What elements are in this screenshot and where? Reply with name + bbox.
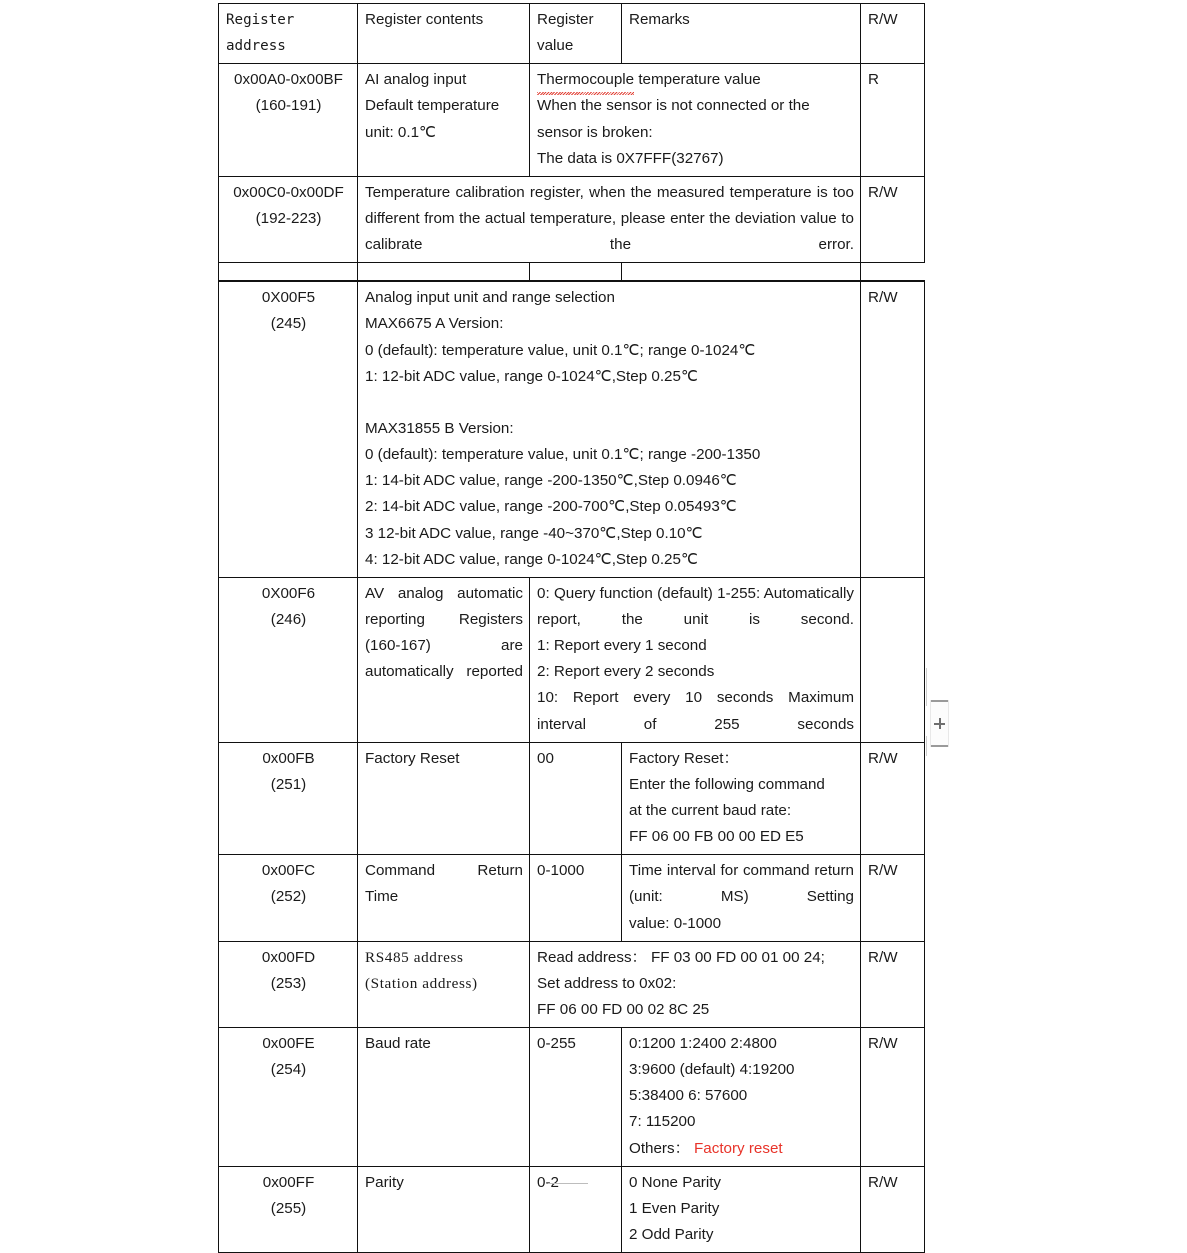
spacer-cell-value [530, 263, 622, 282]
cell-register-address [219, 1028, 358, 1167]
contents-line3: unit: 0.1℃ [365, 123, 437, 141]
cell-rw [861, 855, 925, 941]
remarks-line5-label: Others： [629, 1139, 694, 1157]
cell-register-address [219, 64, 358, 177]
cell-register-address [219, 281, 358, 577]
register-address-line1: 0x00C0-0x00DF [233, 183, 344, 201]
contents-text: Baud rate [365, 1035, 431, 1053]
f5-line-3: 1: 12-bit ADC value, range 0-1024℃,Step 0.25℃ [365, 367, 698, 385]
header-cell-register-value [530, 4, 622, 64]
rw-value: R/W [868, 289, 898, 307]
remarks-line1: Factory Reset： [629, 749, 739, 767]
spacer-cell-contents [358, 263, 530, 282]
cell-rw [861, 941, 925, 1027]
register-address-line1: 0X00F6 [261, 584, 316, 602]
header-rw-label: R/W [868, 11, 898, 28]
register-address-line2: (160-191) [255, 97, 322, 115]
rw-value: R/W [868, 183, 898, 201]
cell-register-contents [358, 577, 530, 742]
contents-text: Parity [365, 1173, 404, 1191]
cell-register-address [219, 941, 358, 1027]
table-row [219, 1028, 925, 1167]
remarks-line3: 2: Report every 2 seconds [537, 663, 715, 681]
remarks-line1: 0:1200 1:2400 2:4800 [629, 1035, 777, 1053]
register-map-table [218, 3, 925, 1253]
f5-line-4-blank [365, 390, 854, 416]
contents-line2: (Station address) [365, 974, 478, 992]
remarks-line3: 5:38400 6: 57600 [629, 1087, 748, 1105]
register-address-line1: 0x00FB [262, 749, 315, 767]
remarks-para: Time interval for command return (unit: MS) Setting [629, 862, 854, 906]
cell-register-value [530, 855, 622, 941]
remarks-line1: 0 None Parity [629, 1173, 722, 1191]
remarks-line3: sensor is broken: [537, 123, 653, 141]
cell-remarks [622, 1166, 861, 1252]
table-spacer-row [219, 263, 925, 282]
register-value: 0-255 [537, 1035, 576, 1053]
rw-value: R/W [868, 1035, 898, 1053]
f5-line-9: 3 12-bit ADC value, range -40~370℃,Step 0.10℃ [365, 524, 703, 542]
remarks-line3: at the current baud rate: [629, 801, 792, 819]
table-row [219, 1166, 925, 1252]
contents-line2: Time [365, 888, 399, 906]
spacer-cell-remarks [622, 263, 861, 282]
register-address-line2: (255) [270, 1199, 307, 1217]
spacer-cell-rw [861, 263, 925, 282]
header-cell-rw [861, 4, 925, 64]
register-address-line2: (254) [270, 1061, 307, 1079]
remarks-line1-rest: temperature value [634, 71, 761, 89]
cell-register-value [530, 1028, 622, 1167]
f5-line-6: 0 (default): temperature value, unit 0.1℃; range -200-1350 [365, 446, 761, 464]
register-value: 00 [537, 749, 554, 767]
contents-line1: AI analog input [365, 71, 467, 89]
register-address-line1: 0x00FE [262, 1035, 315, 1053]
table-row [219, 742, 925, 855]
register-address-line2: (251) [270, 775, 307, 793]
cell-remarks [622, 1028, 861, 1167]
register-address-line1: 0x00FD [261, 948, 316, 966]
remarks-line4-command: FF 06 00 FB 00 00 ED E5 [629, 828, 804, 846]
remarks-line2: 3:9600 (default) 4:19200 [629, 1061, 795, 1079]
register-value: 0-2 [537, 1173, 559, 1191]
table-row [219, 281, 925, 577]
remarks-line2: 1 Even Parity [629, 1199, 720, 1217]
margin-guide-upper [926, 668, 927, 706]
remarks-line2: When the sensor is not connected or the [537, 97, 810, 115]
header-register-value-line2: value [537, 37, 574, 55]
register-address-line2: (252) [270, 888, 307, 906]
header-cell-register-address [219, 4, 358, 64]
register-address-line1: 0x00A0-0x00BF [234, 71, 343, 89]
spacer-cell-address [219, 263, 358, 282]
rw-value: R/W [868, 948, 898, 966]
register-address-line2: (245) [270, 315, 307, 333]
f5-line-7: 1: 14-bit ADC value, range -200-1350℃,Step 0.0946℃ [365, 472, 737, 490]
cell-register-contents [358, 1166, 530, 1252]
cell-rw [861, 281, 925, 577]
table-row-insert-handle[interactable] [930, 700, 949, 747]
header-register-address-line2: address [226, 38, 286, 55]
cell-register-address [219, 855, 358, 941]
factory-reset-warning: Factory reset [694, 1139, 783, 1157]
f5-line-10: 4: 12-bit ADC value, range 0-1024℃,Step 0.25℃ [365, 550, 698, 568]
f5-line-8: 2: 14-bit ADC value, range -200-700℃,Step 0.05493℃ [365, 498, 737, 516]
spellcheck-flagged-word: Thermocouple [537, 67, 634, 93]
cell-rw [861, 64, 925, 177]
header-cell-remarks [622, 4, 861, 64]
register-address-line2: (253) [270, 974, 307, 992]
register-value: 0-1000 [537, 862, 585, 880]
contents-para: Command Return [365, 862, 523, 880]
remarks-para2: 10: Report every 10 seconds Maximum interval of 255 seconds [537, 689, 854, 733]
cell-register-value [530, 742, 622, 855]
cell-remarks [622, 742, 861, 855]
remarks-line4: 7: 115200 [629, 1113, 696, 1131]
remarks-para1: 0: Query function (default) 1-255: Automatically report, the unit is second. [537, 584, 854, 628]
register-address-line1: 0x00FF [262, 1173, 315, 1191]
cell-register-value [530, 1166, 622, 1252]
cell-register-contents [358, 941, 530, 1027]
cell-rw [861, 577, 925, 742]
contents-line1: RS485 address [365, 948, 464, 966]
f5-line-1: MAX6675 A Version: [365, 315, 504, 333]
cell-register-contents [358, 64, 530, 177]
remarks-line3: value: 0-1000 [629, 914, 722, 932]
cell-rw [861, 742, 925, 855]
remarks-line3: 2 Odd Parity [629, 1226, 714, 1244]
table-row [219, 941, 925, 1027]
contents-text: AV analog automatic reporting Registers (160-167) are automatically reported [365, 584, 523, 681]
merged-line1: Read address： FF 03 00 FD 00 01 00 24; [537, 948, 825, 966]
header-remarks-label: Remarks [629, 11, 690, 28]
handle-bar-bottom [931, 745, 948, 747]
remarks-line2: 1: Report every 1 second [537, 637, 707, 655]
merged-line2: Set address to 0x02: [537, 974, 677, 992]
cell-register-address [219, 176, 358, 262]
header-register-contents-label: Register contents [365, 11, 484, 28]
plus-icon-vertical [939, 718, 941, 729]
cell-remarks [622, 855, 861, 941]
f5-line-0: Analog input unit and range selection [365, 289, 615, 307]
register-address-line2: (246) [270, 610, 307, 628]
cell-rw [861, 1166, 925, 1252]
register-address-line1: 0X00F5 [261, 289, 316, 307]
rw-value: R/W [868, 749, 898, 767]
contents-line2: Default temperature [365, 97, 500, 115]
f5-line-5: MAX31855 B Version: [365, 419, 514, 437]
cell-rw [861, 1028, 925, 1167]
handle-bar-top [931, 700, 948, 702]
register-address-line1: 0x00FC [261, 862, 316, 880]
cell-register-address [219, 742, 358, 855]
cell-merged-description [358, 281, 861, 577]
rw-value: R/W [868, 862, 898, 880]
header-register-address-line1: Register [226, 12, 295, 28]
f5-line-2: 0 (default): temperature value, unit 0.1℃; range 0-1024℃ [365, 341, 756, 359]
table-row [219, 855, 925, 941]
cell-register-address [219, 577, 358, 742]
header-cell-register-contents [358, 4, 530, 64]
cell-remarks [530, 577, 861, 742]
contents-text: Factory Reset [365, 749, 460, 767]
cell-register-contents [358, 855, 530, 941]
rw-value: R/W [868, 1173, 898, 1191]
header-register-value-line1: Register [537, 11, 594, 28]
merged-line3-command: FF 06 00 FD 00 02 8C 25 [537, 1000, 710, 1018]
cell-remarks [530, 64, 861, 177]
table-row [219, 577, 925, 742]
rw-value: R [868, 71, 879, 89]
table-row [219, 176, 925, 262]
cell-merged-description [358, 176, 861, 262]
cell-register-contents [358, 1028, 530, 1167]
table-row [219, 64, 925, 177]
page-clip-artifact [548, 1183, 588, 1188]
register-address-line2: (192-223) [255, 209, 322, 227]
remarks-line2: Enter the following command [629, 775, 825, 793]
cell-register-contents [358, 742, 530, 855]
margin-guide-lower [926, 736, 927, 756]
cell-register-address [219, 1166, 358, 1252]
cell-rw [861, 176, 925, 262]
table-header-row [219, 4, 925, 64]
remarks-line4: The data is 0X7FFF(32767) [537, 149, 724, 167]
cell-merged-remarks [530, 941, 861, 1027]
merged-description-text: Temperature calibration register, when the measured temperature is too different from the actual temperature, please enter the deviation value to calibrate the error. [365, 183, 854, 254]
